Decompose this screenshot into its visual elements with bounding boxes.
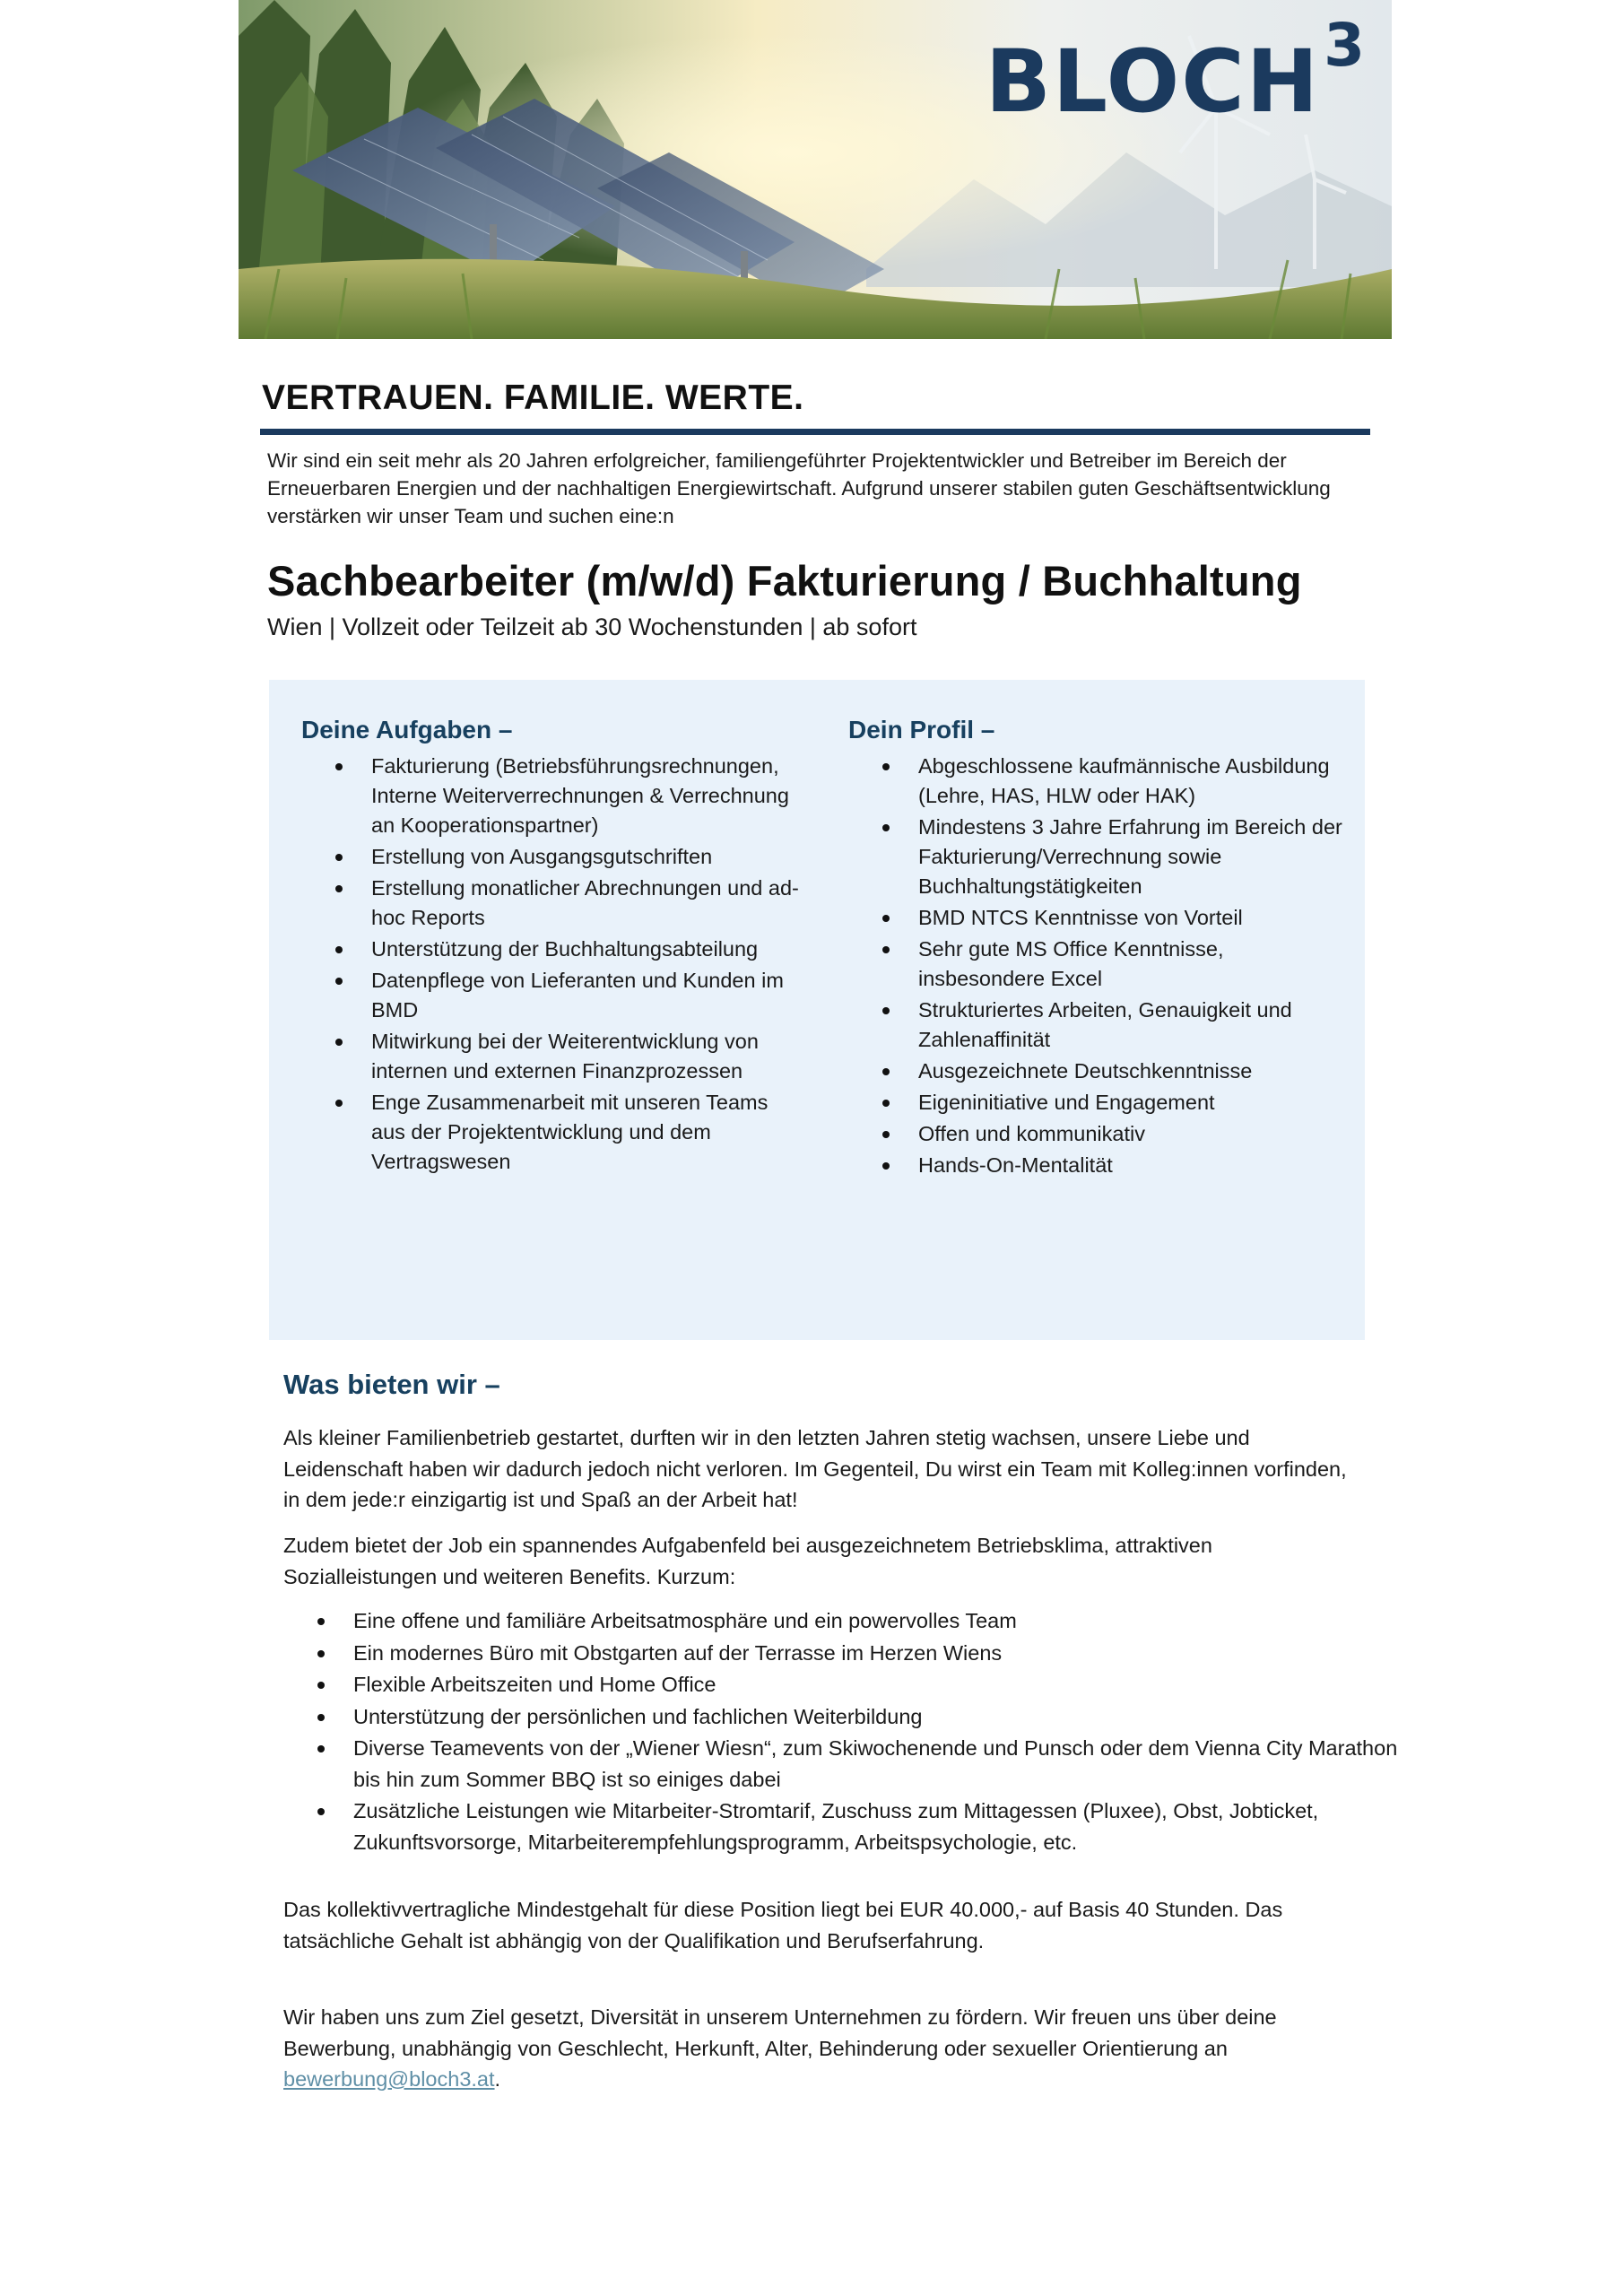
list-item: Mindestens 3 Jahre Erfahrung im Bereich der Fakturierung/Verrechnung sowie Buchhaltungstätigkeiten [918, 813, 1350, 901]
company-logo [985, 11, 1367, 132]
intro-paragraph: Wir sind ein seit mehr als 20 Jahren erfolgreicher, familiengeführter Projektentwickler und Betreiber im Bereich der Erneuerbaren Energien und der nachhaltigen Energiewirtschaft. Aufgrund unserer stabilen guten Geschäftsentwicklung verstärken wir unser Team und suchen eine:n [267, 449, 1331, 527]
list-item: Diverse Teamevents von der „Wiener Wiesn“, zum Skiwochenende und Punsch oder dem Vienna City Marathon bis hin zum Sommer BBQ ist so einiges dabei [353, 1733, 1420, 1795]
list-item: Zusätzliche Leistungen wie Mitarbeiter-Stromtarif, Zuschuss zum Mittagessen (Pluxee), Obst, Jobticket, Zukunftsvorsorge, Mitarbeiterempfehlungsprogramm, Arbeitspsychologie, etc. [353, 1796, 1420, 1857]
email-link[interactable]: bewerbung@bloch3.at [283, 2067, 495, 2091]
list-item: Mitwirkung bei der Weiterentwicklung von internen und externen Finanzprozessen [371, 1027, 803, 1086]
requirements-panel [269, 680, 1365, 1340]
benefits-list [283, 1605, 1420, 1858]
divider [260, 429, 1370, 435]
diversity-text: Wir haben uns zum Ziel gesetzt, Diversität in unserem Unternehmen zu fördern. Wir freuen uns über deine Bewerbung, unabhängig von Geschlecht, Herkunft, Alter, Behinderung oder sexueller Orientierung an [283, 2005, 1277, 2060]
header-banner [239, 0, 1392, 339]
list-item: Ausgezeichnete Deutschkenntnisse [918, 1057, 1350, 1086]
profile-heading: Dein Profil – [848, 716, 995, 744]
list-item: Hands-On-Mentalität [918, 1151, 1350, 1180]
list-item: Datenpflege von Lieferanten und Kunden im BMD [371, 966, 803, 1025]
offer-paragraph-1: Als kleiner Familienbetrieb gestartet, durften wir in den letzten Jahren stetig wachsen, unsere Liebe und Leidenschaft haben wir dadurch jedoch nicht verloren. Im Gegenteil, Du wirst ein Team mit Kolleg:innen vorfinden, in dem jede:r einzigartig ist und Spaß an der Arbeit hat! [283, 1426, 1347, 1511]
list-item: Enge Zusammenarbeit mit unseren Teams aus der Projektentwicklung und dem Vertragswesen [371, 1088, 803, 1177]
offer-heading: Was bieten wir – [283, 1369, 500, 1400]
tasks-column [301, 716, 803, 1178]
profile-list [848, 752, 1350, 1180]
logo-superscript: 3 [1324, 11, 1367, 80]
email-suffix: . [494, 2067, 501, 2091]
tasks-heading: Deine Aufgaben – [301, 716, 513, 744]
salary-paragraph: Das kollektivvertragliche Mindestgehalt für diese Position liegt bei EUR 40.000,- auf Basis 40 Stunden. Das tatsächliche Gehalt ist abhängig von der Qualifikation und Berufserfahrung. [283, 1898, 1283, 1952]
job-subtitle: Wien | Vollzeit oder Teilzeit ab 30 Wochenstunden | ab sofort [267, 613, 917, 640]
diversity-paragraph [283, 2002, 1350, 2095]
tasks-list [301, 752, 803, 1177]
list-item: BMD NTCS Kenntnisse von Vorteil [918, 903, 1350, 933]
tagline: VERTRAUEN. FAMILIE. WERTE. [262, 378, 804, 417]
list-item: Sehr gute MS Office Kenntnisse, insbesondere Excel [918, 935, 1350, 994]
list-item: Offen und kommunikativ [918, 1119, 1350, 1149]
list-item: Eigeninitiative und Engagement [918, 1088, 1350, 1118]
list-item: Abgeschlossene kaufmännische Ausbildung (Lehre, HAS, HLW oder HAK) [918, 752, 1350, 811]
job-title: Sachbearbeiter (m/w/d) Fakturierung / Buchhaltung [267, 557, 1302, 604]
logo-text: BLOCH [985, 31, 1321, 132]
list-item: Erstellung von Ausgangsgutschriften [371, 842, 803, 872]
list-item: Flexible Arbeitszeiten und Home Office [353, 1669, 1420, 1700]
list-item: Unterstützung der persönlichen und fachlichen Weiterbildung [353, 1701, 1420, 1733]
list-item: Unterstützung der Buchhaltungsabteilung [371, 935, 803, 964]
list-item: Ein modernes Büro mit Obstgarten auf der Terrasse im Herzen Wiens [353, 1638, 1420, 1669]
list-item: Erstellung monatlicher Abrechnungen und ad-hoc Reports [371, 874, 803, 933]
list-item: Fakturierung (Betriebsführungsrechnungen, Interne Weiterverrechnungen & Verrechnung an Kooperationspartner) [371, 752, 803, 840]
offer-paragraph-2: Zudem bietet der Job ein spannendes Aufgabenfeld bei ausgezeichnetem Betriebsklima, attraktiven Sozialleistungen und weiteren Benefits. Kurzum: [283, 1534, 1212, 1588]
list-item: Eine offene und familiäre Arbeitsatmosphäre und ein powervolles Team [353, 1605, 1420, 1637]
list-item: Strukturiertes Arbeiten, Genauigkeit und Zahlenaffinität [918, 996, 1350, 1055]
profile-column [848, 716, 1350, 1182]
